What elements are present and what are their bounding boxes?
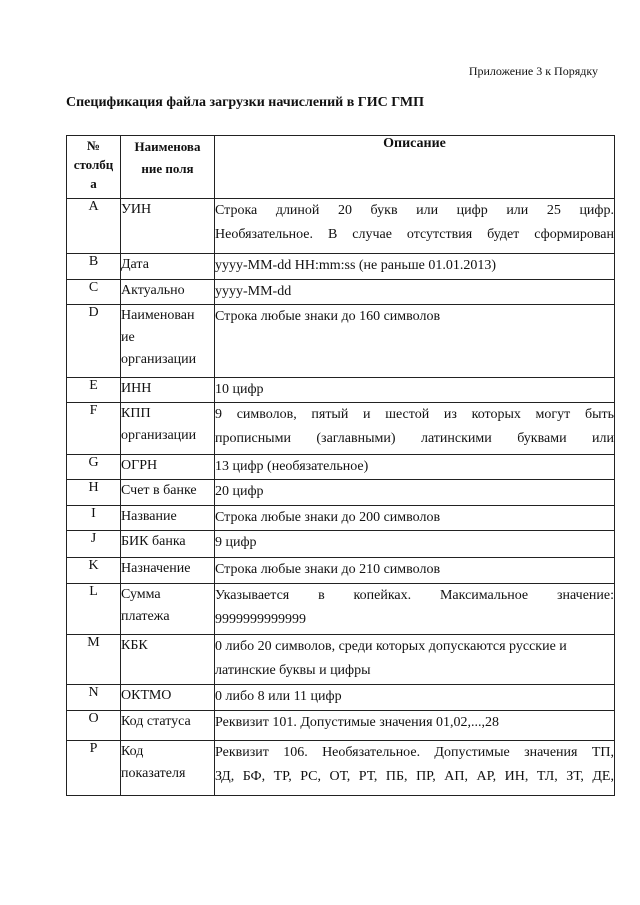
column-letter: H [67, 480, 121, 506]
description-line: Реквизит 106. Необязательное. Допустимые значения ТП, [215, 745, 614, 760]
field-name [121, 280, 215, 305]
field-description [215, 199, 615, 254]
field-description [215, 711, 615, 741]
field-name-line: КПП [121, 406, 151, 421]
field-description [215, 378, 615, 403]
field-name-line: платежа [121, 609, 170, 624]
description-line: Строка любые знаки до 200 символов [215, 510, 441, 525]
field-name [121, 403, 215, 455]
header-text: № [86, 138, 101, 153]
table-row [67, 506, 615, 531]
column-letter: M [67, 635, 121, 685]
table-row [67, 741, 615, 796]
field-name-line: Сумма [121, 587, 161, 602]
table-row [67, 199, 615, 254]
field-description [215, 254, 615, 280]
table-header-row [67, 136, 615, 199]
table-row [67, 455, 615, 480]
field-name [121, 254, 215, 280]
description-line: Строка любые знаки до 160 символов [215, 309, 441, 324]
document-title: Спецификация файла загрузки начислений в ГИС ГМП [66, 95, 425, 110]
field-name-line: показателя [121, 766, 186, 781]
column-letter: P [67, 741, 121, 796]
description-line: латинские буквы и цифры [215, 663, 371, 678]
description-line: 9 цифр [215, 535, 257, 550]
specification-table [66, 135, 615, 796]
field-name-line: Дата [121, 257, 149, 272]
description-line: 20 цифр [215, 484, 264, 499]
column-letter: N [67, 685, 121, 711]
field-name [121, 305, 215, 378]
header-text: а [90, 176, 97, 191]
field-name-line: ОКТМО [121, 688, 172, 703]
header-column-number [67, 136, 121, 199]
table-row [67, 635, 615, 685]
field-name [121, 378, 215, 403]
field-name-line: ИНН [121, 381, 152, 396]
field-name [121, 199, 215, 254]
description-line: yyyy-MM-dd [215, 284, 292, 299]
field-name-line: БИК банка [121, 534, 186, 549]
table-row [67, 558, 615, 584]
description-line: 0 либо 8 или 11 цифр [215, 689, 342, 704]
description-line: ЗД, БФ, ТР, РС, ОТ, РТ, ПБ, ПР, АП, АР, ИН, ТЛ, ЗТ, ДЕ, [215, 769, 614, 784]
description-line: Необязательное. В случае отсутствия будет сформирован [215, 227, 614, 242]
field-name [121, 741, 215, 796]
table-row [67, 531, 615, 558]
field-description [215, 506, 615, 531]
header-text: столбц [73, 157, 114, 172]
column-letter: A [67, 199, 121, 254]
header-field-name [121, 136, 215, 199]
description-line: yyyy-MM-dd HH:mm:ss (не раньше 01.01.2013) [215, 258, 497, 273]
field-name-line: Наименован [121, 308, 195, 323]
header-description: Описание [215, 136, 615, 199]
table-row [67, 480, 615, 506]
description-line: Строка длиной 20 букв или цифр или 25 цифр. [215, 203, 614, 218]
field-description [215, 403, 615, 455]
column-letter: C [67, 280, 121, 305]
table-row [67, 305, 615, 378]
header-text: ние поля [141, 161, 194, 176]
description-line: Строка любые знаки до 210 символов [215, 562, 441, 577]
field-name [121, 558, 215, 584]
field-description [215, 741, 615, 796]
field-name [121, 635, 215, 685]
table-row [67, 584, 615, 635]
column-letter: K [67, 558, 121, 584]
field-description [215, 558, 615, 584]
description-line: 13 цифр (необязательное) [215, 459, 369, 474]
column-letter: E [67, 378, 121, 403]
field-name-line: ие [121, 330, 135, 345]
field-name [121, 455, 215, 480]
field-description [215, 584, 615, 635]
description-line: прописными (заглавными) латинскими буквами или [215, 431, 614, 446]
field-description [215, 531, 615, 558]
field-name [121, 480, 215, 506]
field-name [121, 531, 215, 558]
field-name-line: ОГРН [121, 458, 158, 473]
field-name-line: Назначение [121, 561, 191, 576]
field-name-line: КБК [121, 638, 148, 653]
column-letter: F [67, 403, 121, 455]
description-line: Реквизит 101. Допустимые значения 01,02,...,28 [215, 715, 500, 730]
description-line: 9999999999999 [215, 612, 306, 627]
appendix-label: Приложение 3 к Порядку [468, 64, 598, 78]
field-description [215, 685, 615, 711]
table-row [67, 280, 615, 305]
field-name [121, 506, 215, 531]
table-row [67, 403, 615, 455]
field-name-line: организации [121, 352, 197, 367]
field-description [215, 280, 615, 305]
column-letter: I [67, 506, 121, 531]
table-row [67, 711, 615, 741]
field-name-line: Код [121, 744, 144, 759]
table-row [67, 378, 615, 403]
field-description [215, 635, 615, 685]
header-text: Наименова [134, 139, 201, 154]
field-description [215, 455, 615, 480]
field-name-line: Код статуса [121, 714, 191, 729]
table-row [67, 685, 615, 711]
column-letter: O [67, 711, 121, 741]
field-description [215, 480, 615, 506]
column-letter: J [67, 531, 121, 558]
field-name-line: Актуально [121, 283, 185, 298]
description-line: 10 цифр [215, 382, 264, 397]
description-line: 9 символов, пятый и шестой из которых могут быть [215, 407, 614, 422]
field-name-line: Название [121, 509, 177, 524]
field-name [121, 711, 215, 741]
field-name [121, 685, 215, 711]
table-row [67, 254, 615, 280]
field-name-line: УИН [121, 202, 152, 217]
field-name [121, 584, 215, 635]
field-name-line: Счет в банке [121, 483, 197, 498]
column-letter: B [67, 254, 121, 280]
description-line: 0 либо 20 символов, среди которых допускаются русские и [215, 639, 567, 654]
column-letter: D [67, 305, 121, 378]
field-description [215, 305, 615, 378]
column-letter: L [67, 584, 121, 635]
description-line: Указывается в копейках. Максимальное значение: [215, 588, 614, 603]
column-letter: G [67, 455, 121, 480]
field-name-line: организации [121, 428, 197, 443]
